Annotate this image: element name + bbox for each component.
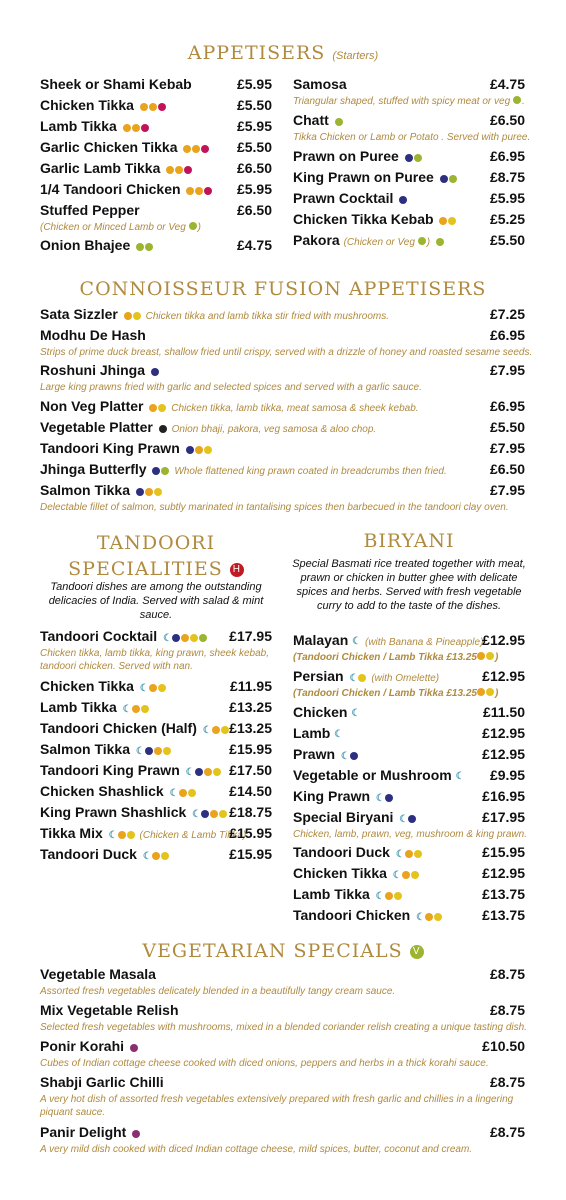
vegetarian-icon: V (410, 945, 424, 959)
crescent-icon: ☾ (352, 635, 362, 647)
menu-item (40, 720, 272, 737)
menu-item (40, 741, 272, 758)
dietary-icons: ☾ (376, 789, 394, 805)
item-price: £17.95 (229, 628, 272, 644)
dietary-icons (439, 212, 457, 228)
item-price: £15.95 (482, 844, 525, 860)
item-price: £4.75 (489, 76, 525, 92)
fusion-heading: CONNOISSEUR FUSION APPETISERS (79, 278, 487, 300)
dietary-icons (136, 483, 163, 499)
menu-item (293, 809, 525, 826)
appetisers-subtitle: (Starters) (332, 50, 379, 62)
dietary-icons: ☾ (393, 866, 420, 882)
item-price: £8.75 (489, 1074, 525, 1090)
item-price: £13.75 (482, 886, 525, 902)
item-description: Strips of prime duck breast, shallow fried until crispy, served with a drizzle of honey and roasted sesame seeds. (40, 347, 533, 358)
item-price: £14.50 (229, 783, 272, 799)
item-name: Persian (293, 668, 344, 684)
vegetarian-title: VEGETARIAN SPECIALS (142, 940, 403, 962)
menu-item (40, 202, 272, 218)
dietary-icons: ☾ (186, 763, 222, 779)
item-description: Cubes of Indian cottage cheese cooked with diced onions, peppers and herbs in a thick korahi sauce. (40, 1058, 489, 1069)
dietary-icons (149, 399, 167, 415)
biryani-intro: Special Basmati rice treated together with meat, prawn or chicken in butter ghee with delicate spices and herbs. Served with fresh vegetable curry to add to the taste of the dishes. (292, 558, 526, 612)
item-price: £8.75 (489, 1002, 525, 1018)
item-name: Tandoori Duck (40, 846, 137, 862)
dietary-icons: ☾ (170, 784, 197, 800)
item-price: £5.50 (489, 232, 525, 248)
menu-item (293, 169, 525, 186)
item-name: Samosa (293, 76, 347, 92)
biryani-heading: BIRYANI (363, 530, 455, 552)
dietary-icons (436, 233, 445, 249)
item-price: £6.50 (236, 202, 272, 218)
item-price: £5.50 (489, 419, 525, 435)
item-note: (with Omelette) (371, 673, 440, 684)
menu-item (293, 190, 525, 207)
dietary-icons (159, 420, 168, 436)
tandoori-title-line2: SPECIALITIES (68, 558, 223, 580)
item-name: Stuffed Pepper (40, 202, 140, 218)
menu-item (293, 232, 525, 249)
item-price: £5.25 (489, 211, 525, 227)
dietary-icons (140, 98, 167, 114)
menu-item (293, 76, 525, 92)
crescent-icon: ☾ (334, 728, 344, 740)
item-name: Non Veg Platter (40, 398, 144, 414)
dietary-icons: ☾ (203, 721, 230, 737)
menu-item (40, 1124, 525, 1141)
item-price: £15.95 (229, 825, 272, 841)
item-price: £12.95 (482, 632, 525, 648)
item-name: Chicken Tikka Kebab (293, 211, 434, 227)
item-description: Tikka Chicken or Lamb or Potato . Served with puree. (293, 132, 531, 143)
item-name: Garlic Lamb Tikka (40, 160, 161, 176)
menu-item (40, 76, 272, 92)
menu-item (293, 211, 525, 228)
item-name: Vegetable Platter (40, 419, 153, 435)
item-name: Vegetable or Mushroom (293, 767, 452, 783)
dietary-icons: ☾ (349, 669, 367, 685)
dietary-icons (440, 170, 458, 186)
item-name: 1/4 Tandoori Chicken (40, 181, 181, 197)
vegetarian-icon (513, 96, 521, 104)
dietary-icons: ☾ (376, 887, 403, 903)
item-description: (Tandoori Chicken / Lamb Tikka £13.25 ) (293, 688, 499, 699)
item-price: £6.50 (236, 160, 272, 176)
item-name: Tandoori Cocktail (40, 628, 158, 644)
item-price: £6.50 (489, 112, 525, 128)
menu-item (40, 846, 272, 863)
menu-item (293, 632, 525, 648)
item-name: Panir Delight (40, 1124, 127, 1140)
menu-item (293, 148, 525, 165)
item-name: Chicken Shashlick (40, 783, 164, 799)
menu-item (40, 1002, 525, 1018)
item-description: Triangular shaped, stuffed with spicy meat or veg . (293, 96, 525, 107)
item-name: Onion Bhajee (40, 237, 131, 253)
item-price: £12.95 (482, 746, 525, 762)
item-description: A very hot dish of assorted fresh vegetables extensively prepared with fresh garlic and chillies in a lingering piquant sauce. (40, 1094, 514, 1118)
menu-item (40, 825, 272, 842)
item-price: £11.50 (482, 704, 525, 720)
menu-item (293, 886, 525, 903)
item-price: £6.95 (489, 398, 525, 414)
menu-item (40, 1038, 525, 1055)
menu-item (40, 118, 272, 135)
item-name: Lamb Tikka (293, 886, 370, 902)
menu-item (40, 482, 525, 499)
item-price: £7.25 (489, 306, 525, 322)
item-name: Lamb Tikka (40, 699, 117, 715)
dietary-icons: ☾ (416, 908, 443, 924)
item-note: (Chicken & Lamb Tikka) (139, 830, 247, 841)
menu-item (293, 746, 525, 763)
crescent-icon: ☾ (351, 707, 361, 719)
menu-item (40, 306, 525, 323)
dietary-icons (130, 1039, 139, 1055)
item-price: £13.25 (229, 699, 272, 715)
item-description: Chicken, lamb, prawn, veg, mushroom & king prawn. (293, 829, 527, 840)
dietary-icons (132, 1125, 141, 1141)
dietary-icons (399, 191, 408, 207)
menu-item (40, 783, 272, 800)
item-note: (Chicken or Veg ) (343, 237, 431, 248)
item-name: Lamb Tikka (40, 118, 117, 134)
item-price: £8.75 (489, 169, 525, 185)
dietary-icons (405, 149, 423, 165)
menu-item (293, 668, 525, 685)
menu-item (40, 966, 525, 982)
dietary-icons (152, 462, 170, 478)
item-price: £17.50 (229, 762, 272, 778)
item-price: £13.75 (482, 907, 525, 923)
item-name: Ponir Korahi (40, 1038, 125, 1054)
item-price: £7.95 (489, 440, 525, 456)
item-price: £12.95 (482, 865, 525, 881)
item-price: £18.75 (229, 804, 272, 820)
vegetarian-icon (189, 222, 197, 230)
item-price: £11.95 (229, 678, 272, 694)
menu-item (40, 398, 525, 415)
menu-item (40, 628, 272, 645)
item-note: (with Banana & Pineapple) (365, 637, 484, 648)
menu-item (40, 440, 525, 457)
item-price: £7.95 (489, 362, 525, 378)
menu-item (40, 1074, 525, 1090)
item-name: Prawn Cocktail (293, 190, 394, 206)
item-name: Salmon Tikka (40, 741, 131, 757)
item-note: Onion bhaji, pakora, veg samosa & aloo chop. (171, 424, 377, 435)
item-price: £5.95 (236, 76, 272, 92)
menu-item (293, 704, 525, 720)
menu-item (40, 97, 272, 114)
item-price: £15.95 (229, 741, 272, 757)
vegetarian-heading (0, 940, 566, 962)
menu-item (40, 237, 272, 254)
item-price: £10.50 (482, 1038, 525, 1054)
item-price: £6.95 (489, 148, 525, 164)
menu-item (293, 725, 525, 741)
dietary-icons: ☾ (143, 847, 170, 863)
item-name: Special Biryani (293, 809, 394, 825)
item-name: King Prawn (293, 788, 371, 804)
appetisers-heading (0, 42, 566, 64)
item-note: Whole flattened king prawn coated in breadcrumbs then fried. (174, 466, 447, 477)
item-name: Malayan (293, 632, 349, 648)
item-price: £6.50 (489, 461, 525, 477)
item-price: £17.95 (482, 809, 525, 825)
crescent-icon: ☾ (455, 770, 465, 782)
item-description: Large king prawns fried with garlic and selected spices and served with a garlic sauce. (40, 382, 422, 393)
item-price: £7.95 (489, 482, 525, 498)
item-name: Shabji Garlic Chilli (40, 1074, 164, 1090)
item-name: Garlic Chicken Tikka (40, 139, 178, 155)
item-name: Chicken Tikka (293, 865, 387, 881)
item-name: Salmon Tikka (40, 482, 131, 498)
item-name: Chicken Tikka (40, 97, 134, 113)
dietary-icons (186, 182, 213, 198)
item-price: £15.95 (229, 846, 272, 862)
item-description: Assorted fresh vegetables delicately blended in a beautifully tangy cream sauce. (40, 986, 396, 997)
item-description: (Chicken or Minced Lamb or Veg ) (40, 222, 201, 233)
dietary-icons: ☾ (396, 845, 423, 861)
item-name: Roshuni Jhinga (40, 362, 145, 378)
menu-item (40, 804, 272, 821)
item-description: (Tandoori Chicken / Lamb Tikka £13.25 ) (293, 652, 499, 663)
menu-item (40, 362, 525, 379)
item-price: £12.95 (482, 725, 525, 741)
item-price: £9.95 (489, 767, 525, 783)
dietary-icons (151, 363, 160, 379)
menu-item (293, 844, 525, 861)
item-description: A very mild dish cooked with diced Indian cottage cheese, mild spices, butter, coconut and cream. (40, 1144, 473, 1155)
item-name: King Prawn on Puree (293, 169, 434, 185)
item-name: Sata Sizzler (40, 306, 118, 322)
item-name: Chicken Tikka (40, 678, 134, 694)
item-note: Chicken tikka, lamb tikka, meat samosa & sheek kebab. (171, 403, 419, 414)
dietary-icons: ☾ (341, 747, 359, 763)
menu-item (293, 865, 525, 882)
dietary-icons (335, 113, 344, 129)
item-name: Modhu De Hash (40, 327, 146, 343)
item-name: Sheek or Shami Kebab (40, 76, 192, 92)
item-name: Prawn on Puree (293, 148, 399, 164)
appetisers-title: APPETISERS (187, 42, 326, 64)
dietary-icons: ☾ (136, 742, 172, 758)
tandoori-title-line1: TANDOORI (96, 532, 216, 554)
dietary-icons: ☾ (123, 700, 150, 716)
menu-item (40, 762, 272, 779)
dietary-icons (123, 119, 150, 135)
menu-item (40, 699, 272, 716)
item-price: £12.95 (482, 668, 525, 684)
item-note: Chicken tikka and lamb tikka stir fried with mushrooms. (145, 311, 390, 322)
item-price: £6.95 (489, 327, 525, 343)
item-name: Jhinga Butterfly (40, 461, 147, 477)
item-price: £8.75 (489, 966, 525, 982)
item-price: £8.75 (489, 1124, 525, 1140)
item-description: Selected fresh vegetables with mushrooms, mixed in a blended coriander relish creating a unique tasting dish. (40, 1022, 527, 1033)
menu-item (293, 767, 525, 783)
tandoori-intro: Tandoori dishes are among the outstanding delicacies of India. Served with salad & mint sauce. (48, 581, 264, 621)
menu-item (40, 419, 525, 436)
item-description: Delectable fillet of salmon, subtly marinated in tantalising spices then barbecued in the tandoori clay oven. (40, 502, 509, 513)
item-description: Chicken tikka, lamb tikka, king prawn, sheek kebab, tandoori chicken. Served with nan. (40, 648, 269, 672)
dietary-icons (186, 441, 213, 457)
item-name: Pakora (293, 232, 340, 248)
item-name: Tandoori Chicken (Half) (40, 720, 197, 736)
item-name: Tandoori Duck (293, 844, 390, 860)
item-name: Tikka Mix (40, 825, 103, 841)
dietary-icons (166, 161, 193, 177)
item-name: Tandoori King Prawn (40, 762, 180, 778)
menu-item (40, 327, 525, 343)
dietary-icons (183, 140, 210, 156)
item-price: £13.25 (229, 720, 272, 736)
item-price: £5.50 (236, 97, 272, 113)
menu-item (293, 907, 525, 924)
menu-item (293, 112, 525, 129)
item-price: £5.95 (236, 118, 272, 134)
item-price: £16.95 (482, 788, 525, 804)
tandoori-heading (40, 530, 272, 582)
item-name: King Prawn Shashlick (40, 804, 187, 820)
menu-item (40, 678, 272, 695)
item-name: Chicken (293, 704, 348, 720)
item-name: Chatt (293, 112, 329, 128)
menu-item (40, 461, 525, 478)
menu-item (293, 788, 525, 805)
menu-item (40, 139, 272, 156)
dietary-icons (136, 238, 154, 254)
item-price: £4.75 (236, 237, 272, 253)
item-price: £5.95 (236, 181, 272, 197)
item-name: Tandoori Chicken (293, 907, 411, 923)
dietary-icons (124, 307, 142, 323)
menu-item (40, 181, 272, 198)
dietary-icons: ☾ (109, 826, 136, 842)
item-name: Vegetable Masala (40, 966, 156, 982)
dietary-icons: ☾ (140, 679, 167, 695)
item-name: Prawn (293, 746, 336, 762)
item-name: Lamb (293, 725, 331, 741)
dietary-icons: ☾ (192, 805, 228, 821)
dietary-icons: ☾ (399, 810, 417, 826)
item-name: Tandoori King Prawn (40, 440, 180, 456)
halal-icon: H (230, 563, 244, 577)
item-price: £5.95 (489, 190, 525, 206)
item-price: £5.50 (236, 139, 272, 155)
menu-item (40, 160, 272, 177)
dietary-icons: ☾ (163, 629, 208, 645)
item-name: Mix Vegetable Relish (40, 1002, 179, 1018)
